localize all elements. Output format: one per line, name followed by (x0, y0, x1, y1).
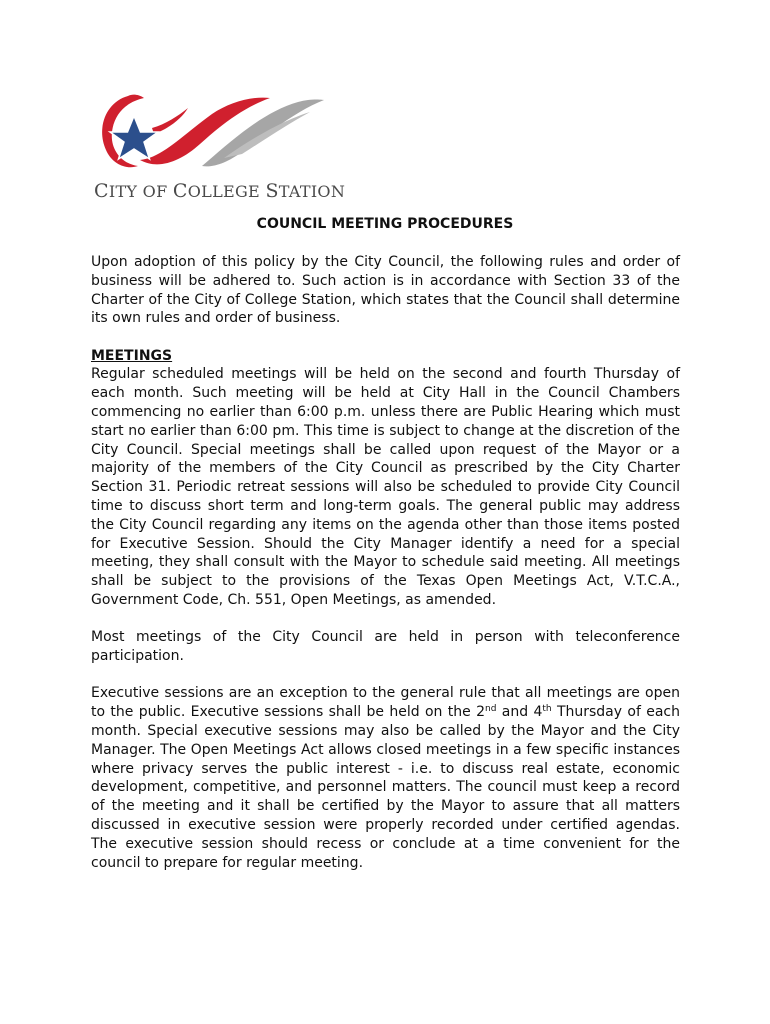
swoosh-star-icon (92, 88, 342, 188)
logo-wordmark: CITY OF COLLEGE STATION (94, 180, 346, 202)
meetings-heading: MEETINGS (91, 347, 173, 364)
executive-sessions-paragraph (91, 684, 680, 872)
meetings-paragraph: Regular scheduled meetings will be held on the second and fourth Thursday of each month. Such meeting will be held at City Hall in the Council Chambers commencing no earlier than 6:00 p.m. unless there are Public Hearing which must start no earlier than 6:00 pm. This time is subject to change at the discretion of the City Council. Special meetings shall be called upon request of the Mayor or a majority of the members of the City Council as prescribed by the City Charter Section 31. Periodic retreat sessions will also be scheduled to provide City Council time to discuss short term and long-term goals. The general public may address the City Council regarding any items on the agenda other than those items posted for Executive Session. Should the City Manager identify a need for a special meeting, they shall consult with the Mayor to schedule said meeting. All meetings shall be subject to the provisions of the Texas Open Meetings Act, V.T.C.A., Government Code, Ch. 551, Open Meetings, as amended. (91, 366, 680, 609)
document-body (91, 253, 680, 891)
city-logo (92, 88, 346, 206)
exec-sup-th: th (542, 704, 552, 715)
in-person-paragraph: Most meetings of the City Council are held in person with teleconference participation. (91, 629, 680, 665)
exec-text-1: Executive sessions are an exception to the general rule that all meetings are open to the public. Executive sessions shall be held on the 2 (91, 685, 680, 721)
exec-text-3: Thursday of each month. Special executive sessions may also be called by the Mayor and the City Manager. The Open Meetings Act allows closed meetings in a few specific instances where privacy serves the public interest - i.e. to discuss real estate, economic development, competitive, and personnel matters. The council must keep a record of the meeting and it shall be certified by the Mayor to assure that all matters discussed in executive session were properly recorded under certified agendas. The executive session should recess or conclude at a time convenient for the council to prepare for regular meeting. (91, 704, 680, 871)
exec-sup-nd: nd (484, 704, 497, 715)
exec-text-2: and 4 (496, 704, 543, 721)
document-title: COUNCIL MEETING PROCEDURES (256, 216, 514, 232)
intro-paragraph: Upon adoption of this policy by the City Council, the following rules and order of business will be adhered to. Such action is in accordance with Section 33 of the Charter of the City of College Station, which states that the Council shall determine its own rules and order of business. (91, 254, 680, 327)
